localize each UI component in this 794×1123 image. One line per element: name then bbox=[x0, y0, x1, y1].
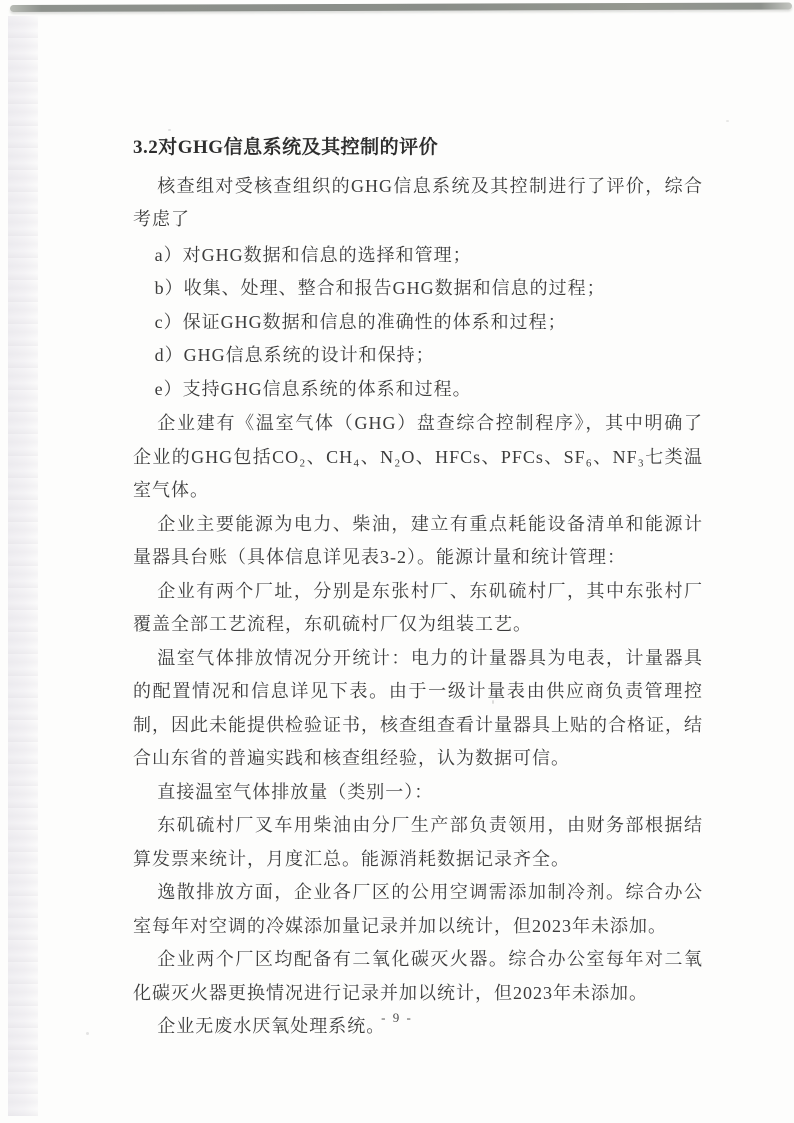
intro-paragraph: 核查组对受核查组织的GHG信息系统及其控制进行了评价，综合考虑了 bbox=[133, 175, 703, 229]
list-item-e: e）支持GHG信息系统的体系和过程。 bbox=[154, 378, 472, 399]
list-item-d: d）GHG信息系统的设计和保持； bbox=[154, 345, 435, 365]
paragraph-ghg-procedure: 企业建有《温室气体（GHG）盘查综合控制程序》，其中明确了企业的GHG包括CO₂、CH₄、N₂O、HFCs、PFCs、SF₆、NF₃七类温室气体。 bbox=[133, 413, 703, 500]
paragraph-metering-statistics: 温室气体排放情况分开统计：电力的计量器具为电表，计量器具的配置情况和信息详见下表。由于一级计量表由供应商负责管理控制，因此未能提供检验证书，核查组查看计量器具上贴的合格证，结合山东省的普遍实践和核查组经验，认为数据可信。 bbox=[133, 647, 703, 768]
paragraph-direct-emissions-label: 直接温室气体排放量（类别一）： bbox=[157, 781, 434, 802]
section-heading: 3.2对GHG信息系统及其控制的评价 bbox=[133, 137, 439, 158]
paragraph-two-plant-sites: 企业有两个厂址，分别是东张村厂、东矶硫村厂，其中东张村厂覆盖全部工艺流程，东矶硫村厂仅为组装工艺。 bbox=[133, 580, 703, 634]
scan-speck bbox=[726, 120, 729, 122]
paragraph-co2-extinguishers: 企业两个厂区均配备有二氧化碳灭火器。综合办公室每年对二氧化碳灭火器更换情况进行记录并加以统计，但2023年未添加。 bbox=[133, 949, 703, 1003]
paragraph-no-wastewater-system: 企业无废水厌氧处理系统。 bbox=[157, 1016, 386, 1036]
scan-speck bbox=[86, 1032, 89, 1035]
document-body bbox=[133, 131, 703, 1044]
paragraph-energy-sources: 企业主要能源为电力、柴油，建立有重点耗能设备清单和能源计量器具台账（具体信息详见表3-2）。能源计量和统计管理： bbox=[133, 513, 703, 567]
evaluation-criteria-list bbox=[133, 239, 703, 407]
list-item-b: b）收集、处理、整合和报告GHG数据和信息的过程； bbox=[154, 278, 606, 298]
list-item-a: a）对GHG数据和信息的选择和管理； bbox=[154, 244, 472, 265]
scan-edge-left-artifact bbox=[8, 16, 38, 1116]
paragraph-fugitive-emissions: 逸散排放方面，企业各厂区的公用空调需添加制冷剂。综合办公室每年对空调的冷媒添加量记录并加以统计，但2023年未添加。 bbox=[133, 882, 703, 936]
scan-edge-top-artifact bbox=[10, 3, 792, 12]
list-item-c: c）保证GHG数据和信息的准确性的体系和过程； bbox=[154, 311, 567, 332]
page-number: - 9 - bbox=[381, 1010, 413, 1025]
paragraph-diesel-accounting: 东矶硫村厂叉车用柴油由分厂生产部负责领用，由财务部根据结算发票来统计，月度汇总。能源消耗数据记录齐全。 bbox=[133, 815, 703, 869]
